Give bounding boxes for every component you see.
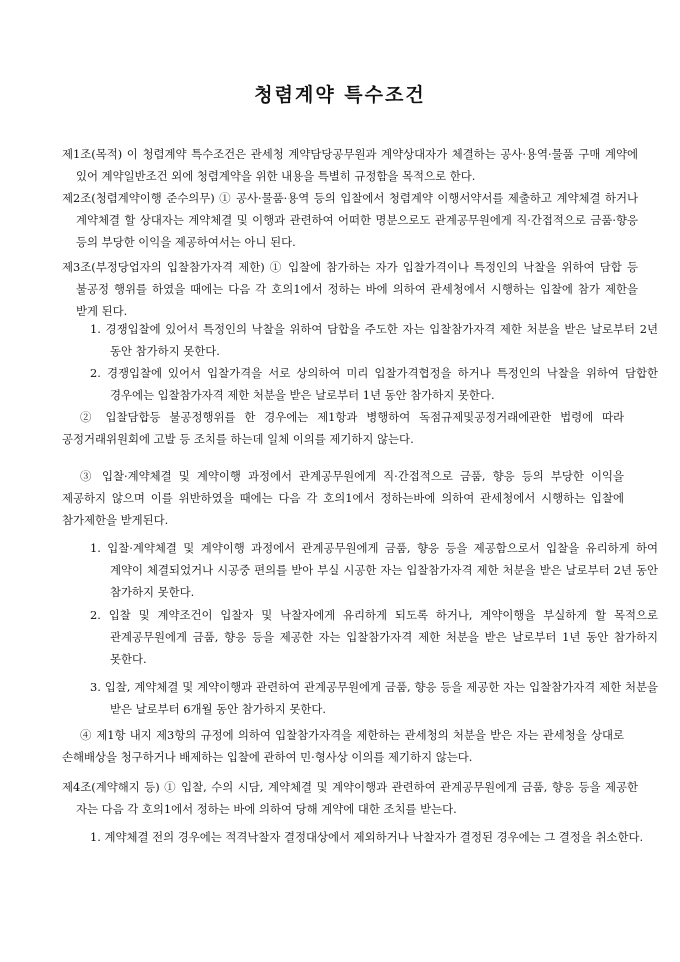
- article-4: 제4조(계약해지 등) ① 입찰, 수의 시담, 계약체결 및 계약이행과 관련하여 관계공무원에게 금품, 향응 등을 제공한 자는 다음 각 호의1에서 정하는 바에 의하여 당해 계약에 대한 조치를 받는다.: [62, 780, 638, 816]
- article-3-paragraph-4: ④ 제1항 내지 제3항의 규정에 의하여 입찰참가자격을 제한하는 관세청의 처분을 받은 자는 관세청을 상대로 손해배상을 청구하거나 배제하는 입찰에 관하여 민·형사상 이의를 제기하지 않는다.: [62, 728, 624, 764]
- article-3-item-1: 1. 경쟁입찰에 있어서 특정인의 낙찰을 위하여 담합을 주도한 자는 입찰참가자격 제한 처분을 받은 날로부터 2년 동안 참가하지 못한다.: [90, 322, 658, 358]
- article-3-paragraph-3: ③ 입찰·계약체결 및 계약이행 과정에서 관계공무원에게 직·간접적으로 금품, 향응 등의 부당한 이익을 제공하지 않으며 이를 위반하였을 때에는 다음 각 호의1에서 정하는바에 의하여 관세청에서 시행하는 입찰에 참가제한을 받게된다.: [62, 469, 624, 527]
- article-3: 제3조(부정당업자의 입찰참가자격 제한) ① 입찰에 참가하는 자가 입찰가격이나 특정인의 낙찰을 위하여 담합 등 불공정 행위를 하였을 때에는 다음 각 호의1에서 정하는 바에 의하여 관세청에서 시행하는 입찰에 참가 제한을 받게 된다.: [62, 260, 638, 318]
- article-4-item-1: 1. 계약체결 전의 경우에는 적격낙찰자 결정대상에서 제외하거나 낙찰자가 결정된 경우에는 그 결정을 취소한다.: [90, 830, 644, 844]
- article-3-item-2: 2. 경쟁입찰에 있어서 입찰가격을 서로 상의하여 미리 입찰가격협정을 하거나 특정인의 낙찰을 위하여 담합한 경우에는 입찰참가자격 제한 처분을 받은 날로부터 1년 동안 참가하지 못한다.: [90, 366, 658, 402]
- article-3-paragraph-3-item-3: 3. 입찰, 계약체결 및 계약이행과 관련하여 관계공무원에게 금품, 향응 등을 제공한 자는 입찰참가자격 제한 처분을 받은 날로부터 6개월 동안 참가하지 못한다.: [90, 680, 658, 716]
- article-3-paragraph-2: ② 입찰담합등 불공정행위를 한 경우에는 제1항과 병행하여 독점규제및공정거래에관한 법령에 따라 공정거래위원회에 고발 등 조치를 하는데 일체 이의를 제기하지 않는다.: [62, 410, 624, 446]
- article-3-paragraph-3-item-2: 2. 입찰 및 계약조건이 입찰자 및 낙찰자에게 유리하게 되도록 하거나, 계약이행을 부실하게 할 목적으로 관계공무원에게 금품, 향응 등을 제공한 자는 입찰참가자격 제한 처분을 받은 날로부터 1년 동안 참가하지 못한다.: [90, 608, 658, 666]
- article-1: 제1조(목적) 이 청렴계약 특수조건은 관세청 계약담당공무원과 계약상대자가 체결하는 공사·용역·물품 구매 계약에 있어 계약일반조건 외에 청렴계약을 위한 내용을 특별히 규정함을 목적으로 한다.: [62, 147, 638, 183]
- document-title: 청렴계약 특수조건: [254, 84, 426, 106]
- article-2: 제2조(청렴계약이행 준수의무) ① 공사·물품·용역 등의 입찰에서 청렴계약 이행서약서를 제출하고 계약체결 하거나 계약체결 할 상대자는 계약체결 및 이행과 관련하여 어떠한 명분으로도 관계공무원에게 직·간접적으로 금품·향응 등의 부당한 이익을 제공하여서는 아니 된다.: [62, 191, 638, 249]
- article-3-paragraph-3-item-1: 1. 입찰·계약체결 및 계약이행 과정에서 관계공무원에게 금품, 향응 등을 제공함으로서 입찰을 유리하게 하여 계약이 체결되었거나 시공중 편의를 받아 부실 시공한 자는 입찰참가자격 제한 처분을 받은 날로부터 2년 동안 참가하지 못한다.: [90, 541, 658, 599]
